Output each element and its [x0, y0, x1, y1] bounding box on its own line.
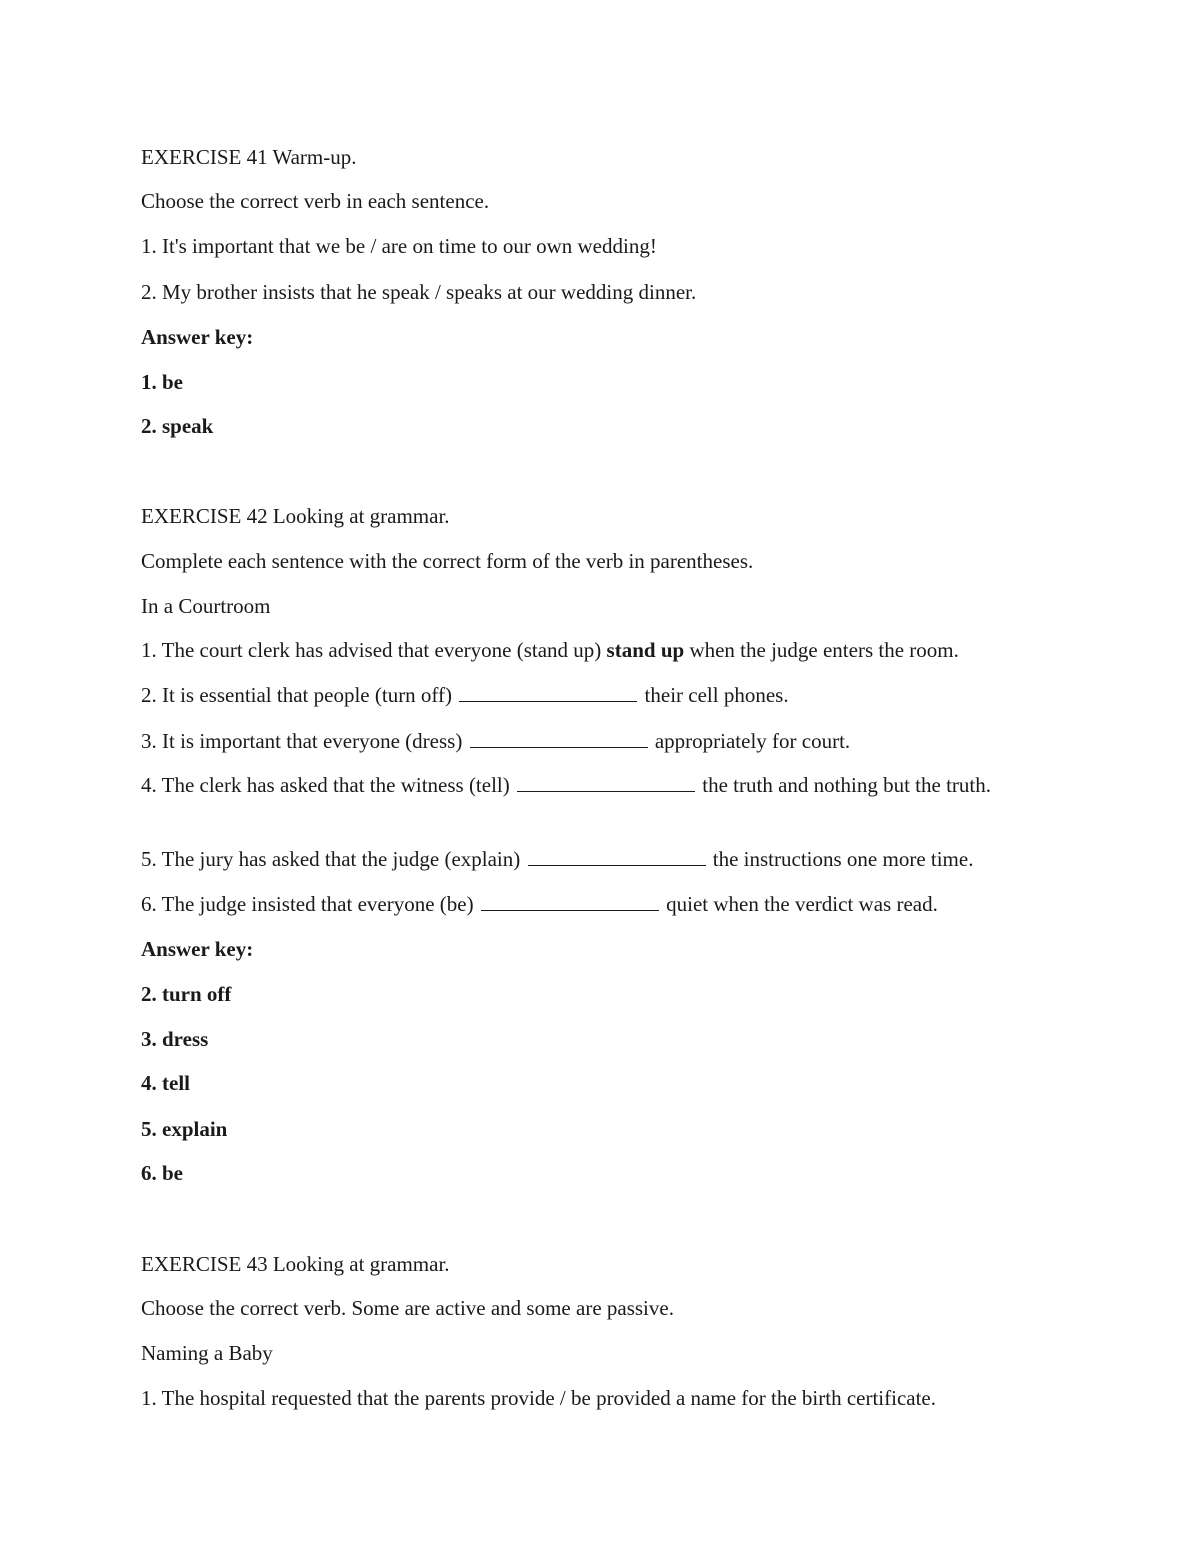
exercise-42-title: EXERCISE 42 Looking at grammar.	[141, 504, 450, 528]
item-text: appropriately for court.	[649, 729, 851, 753]
exercise-42-item-2	[141, 680, 1081, 710]
exercise-42-answer-5: 5. explain	[141, 1117, 228, 1141]
exercise-41-answer-key-label: Answer key:	[141, 325, 254, 349]
exercise-42-item-6	[141, 889, 1081, 919]
item-text: 5. The jury has asked that the judge (explain)	[141, 847, 526, 871]
exercise-42-instruction: Complete each sentence with the correct form of the verb in parentheses.	[141, 549, 754, 573]
exercise-43-title: EXERCISE 43 Looking at grammar.	[141, 1252, 450, 1276]
answer-blank	[459, 683, 637, 702]
item-answer: stand up	[606, 638, 685, 662]
item-text: 2. It is essential that people (turn off)	[141, 683, 458, 707]
item-text: the instructions one more time.	[707, 847, 974, 871]
exercise-42-answer-key-label: Answer key:	[141, 937, 254, 961]
exercise-43-item-1: 1. The hospital requested that the parents provide / be provided a name for the birth certificate.	[141, 1386, 936, 1410]
item-text: the truth and nothing but the truth.	[697, 773, 991, 797]
answer-blank	[517, 773, 695, 792]
item-text: quiet when the verdict was read.	[660, 892, 938, 916]
exercise-42-answer-6: 6. be	[141, 1161, 183, 1185]
exercise-41-item-2: 2. My brother insists that he speak / speaks at our wedding dinner.	[141, 280, 697, 304]
exercise-42-item-5	[141, 844, 1081, 874]
item-text: when the judge enters the room.	[684, 638, 959, 662]
exercise-43-subtitle: Naming a Baby	[141, 1341, 273, 1365]
exercise-42-subtitle: In a Courtroom	[141, 594, 271, 618]
exercise-42-item-3	[141, 726, 1081, 756]
exercise-43-instruction: Choose the correct verb. Some are active and some are passive.	[141, 1296, 674, 1320]
item-text: 3. It is important that everyone (dress)	[141, 729, 468, 753]
item-text: 1. The court clerk has advised that everyone (stand up)	[141, 638, 607, 662]
exercise-41-answer-1: 1. be	[141, 370, 183, 394]
item-text: 4. The clerk has asked that the witness (tell)	[141, 773, 516, 797]
answer-blank	[481, 892, 659, 911]
item-text: 6. The judge insisted that everyone (be)	[141, 892, 479, 916]
item-text: their cell phones.	[639, 683, 789, 707]
answer-blank	[528, 847, 706, 866]
exercise-41-title: EXERCISE 41 Warm-up.	[141, 145, 357, 169]
exercise-41-item-1: 1. It's important that we be / are on time to our own wedding!	[141, 234, 657, 258]
exercise-42-item-4	[141, 770, 1041, 800]
answer-blank	[470, 729, 648, 748]
exercise-42-item-1	[141, 635, 1081, 665]
exercise-42-answer-3: 3. dress	[141, 1027, 209, 1051]
exercise-42-answer-2: 2. turn off	[141, 982, 232, 1006]
exercise-41-instruction: Choose the correct verb in each sentence.	[141, 189, 490, 213]
exercise-42-answer-4: 4. tell	[141, 1071, 190, 1095]
exercise-41-answer-2: 2. speak	[141, 414, 214, 438]
